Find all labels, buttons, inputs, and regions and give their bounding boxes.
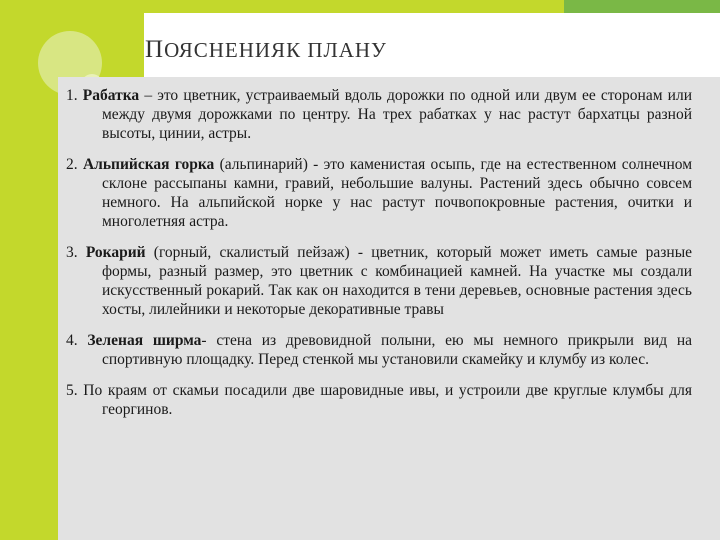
title-first-letter: П [145,36,165,63]
paragraph-number: 4. [66,332,78,349]
paragraph-number: 1. [66,87,78,104]
paragraph-text: - стена из древовидной полыни, ею мы немного прикрыли вид на спортивную площадку. Перед стенкой мы установили скамейку и клумбу из колес. [102,332,693,368]
paragraph-4 [66,331,692,369]
paragraph-term: Альпийская горка [82,156,215,173]
paragraph-3 [66,243,692,319]
paragraph-2 [66,155,692,231]
paragraph-term: Зеленая ширма [87,332,202,349]
paragraph-text: По краям от скамьи посадили две шаровидные ивы, и устроили две круглые клумбы для георгинов. [83,382,693,418]
paragraph-text: (горный, скалистый пейзаж) - цветник, который может иметь самые разные формы, разный размер, это цветник с комбинацией камней. На участке мы создали искусственный рокарий. Так как он находится в тени деревьев, основные растения здесь хосты, лилейники и некоторые декоративные травы [102,244,692,318]
paragraph-number: 3. [66,244,78,261]
title-rest: ОЯСНЕНИЯК ПЛАНУ [164,38,387,62]
paragraph-number: 5. [66,382,78,399]
paragraph-text: – это цветник, устраиваемый вдоль дорожки по одной или двум ее сторонам или между двумя дорожками по центру. На трех рабатках у нас растут бархатцы разной высоты, цинии, астры. [102,87,693,142]
slide-title [145,36,387,64]
paragraph-number: 2. [66,156,78,173]
paragraph-5 [66,381,692,419]
paragraph-1 [66,86,692,143]
paragraph-list [66,86,692,431]
paragraph-term: Рокарий [85,244,146,261]
paragraph-term: Рабатка [82,87,140,104]
paragraph-text: (альпинарий) - это каменистая осыпь, где на естественном солнечном склоне рассыпаны камни, гравий, небольшие валуны. Растений здесь обычно совсем немного. На альпийской норке у нас растут почвопокровные растения, очитки и многолетняя астра. [102,156,693,230]
